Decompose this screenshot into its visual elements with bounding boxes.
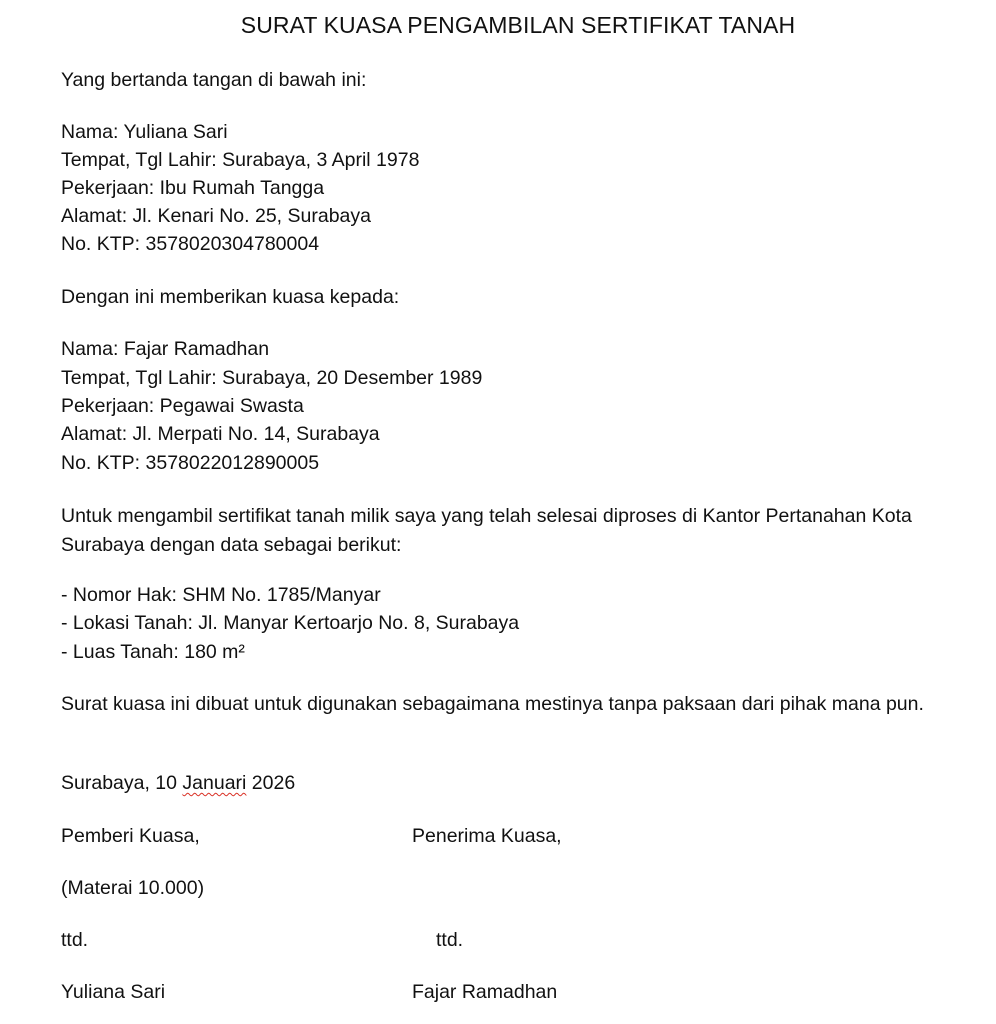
grantee-name: Fajar Ramadhan	[412, 981, 558, 1003]
document-title: SURAT KUASA PENGAMBILAN SERTIFIKAT TANAH	[240, 12, 796, 38]
grantee-pekerjaan: Pekerjaan: Pegawai Swasta	[61, 395, 304, 417]
place-date-suffix: 2026	[246, 772, 296, 794]
grantor-name: Yuliana Sari	[61, 981, 166, 1003]
place-date-prefix: Surabaya, 10	[61, 772, 183, 794]
grantee-ktp: No. KTP: 3578022012890005	[61, 452, 320, 474]
misspelled-word: Januari	[182, 772, 247, 794]
grantee-nama: Nama: Fajar Ramadhan	[61, 338, 270, 360]
purpose-paragraph: Untuk mengambil sertifikat tanah milik saya yang telah selesai diproses di Kantor Pertanahan Kota Surabaya dengan data sebagai berikut:	[61, 505, 912, 556]
intro-text: Yang bertanda tangan di bawah ini:	[61, 69, 367, 91]
grantee-alamat: Alamat: Jl. Merpati No. 14, Surabaya	[61, 423, 380, 445]
grantee-signature: ttd.	[436, 929, 464, 951]
land-nomor-hak: - Nomor Hak: SHM No. 1785/Manyar	[61, 584, 381, 606]
grantor-alamat: Alamat: Jl. Kenari No. 25, Surabaya	[61, 205, 371, 227]
stamp-note: (Materai 10.000)	[61, 877, 205, 899]
grantee-label: Penerima Kuasa,	[412, 825, 562, 847]
land-lokasi: - Lokasi Tanah: Jl. Manyar Kertoarjo No. 8, Surabaya	[61, 612, 520, 634]
land-luas: - Luas Tanah: 180 m²	[61, 641, 245, 663]
closing-paragraph: Surat kuasa ini dibuat untuk digunakan sebagaimana mestinya tanpa paksaan dari pihak mana pun.	[61, 693, 924, 715]
grantor-ktp: No. KTP: 3578020304780004	[61, 233, 320, 255]
grantor-pekerjaan: Pekerjaan: Ibu Rumah Tangga	[61, 177, 325, 199]
grantor-signature: ttd.	[61, 929, 89, 951]
grantee-ttl: Tempat, Tgl Lahir: Surabaya, 20 Desember 1989	[61, 367, 483, 389]
grant-statement: Dengan ini memberikan kuasa kepada:	[61, 286, 400, 308]
grantor-nama: Nama: Yuliana Sari	[61, 121, 228, 143]
place-date	[61, 769, 295, 797]
grantor-ttl: Tempat, Tgl Lahir: Surabaya, 3 April 1978	[61, 149, 420, 171]
grantor-label: Pemberi Kuasa,	[61, 825, 200, 847]
